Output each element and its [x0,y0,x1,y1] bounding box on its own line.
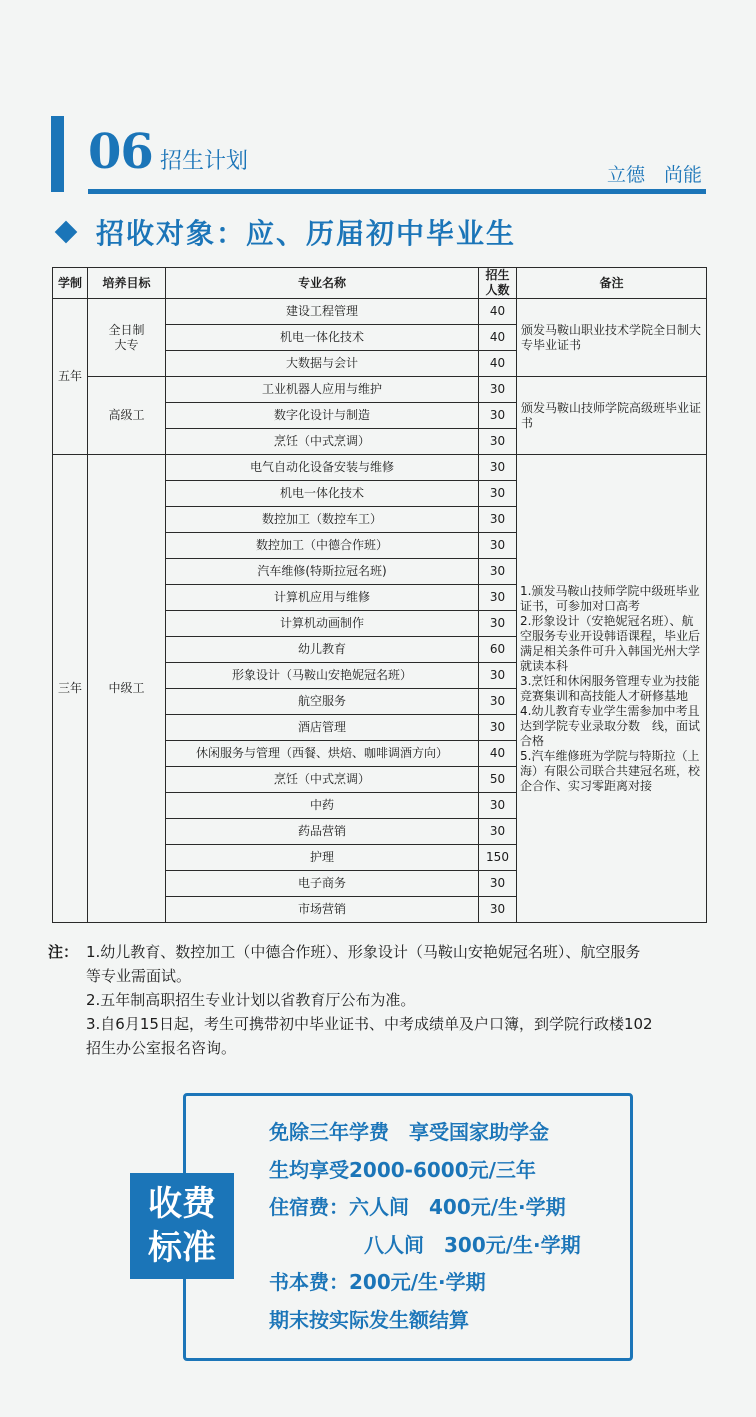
goal-cell: 全日制 大专 [88,299,166,377]
count-cell: 30 [479,559,517,585]
fee-line: 住宿费：六人间 400元/生·学期 [269,1195,566,1220]
major-cell: 汽车维修(特斯拉冠名班) [166,559,479,585]
note-line: 3.自6月15日起，考生可携带初中毕业证书、中考成绩单及户口簿，到学院行政楼102 [86,1015,653,1033]
fee-line: 生均享受2000-6000元/三年 [269,1157,536,1182]
major-cell: 护理 [166,845,479,871]
header-duration: 学制 [53,268,88,299]
count-cell: 30 [479,871,517,897]
major-cell: 建设工程管理 [166,299,479,325]
header-remark: 备注 [517,268,707,299]
header-major: 专业名称 [166,268,479,299]
count-cell: 40 [479,299,517,325]
count-cell: 30 [479,793,517,819]
table-row [53,299,707,325]
major-cell: 数控加工（中德合作班） [166,533,479,559]
school-motto: 立德 尚能 [606,164,702,186]
remark-cell: 颁发马鞍山职业技术学院全日制大专毕业证书 [517,299,707,377]
fee-line: 期末按实际发生额结算 [269,1307,469,1332]
count-cell: 30 [479,481,517,507]
diamond-bullet-icon [55,221,78,244]
notes-label: 注： [48,943,79,961]
count-cell: 30 [479,819,517,845]
major-cell: 形象设计（马鞍山安艳妮冠名班） [166,663,479,689]
major-cell: 机电一体化技术 [166,325,479,351]
table-row [53,377,707,403]
major-cell: 中药 [166,793,479,819]
major-cell: 计算机应用与维修 [166,585,479,611]
remark-cell [517,455,707,923]
major-cell: 休闲服务与管理（西餐、烘焙、咖啡调酒方向） [166,741,479,767]
fee-line: 免除三年学费 享受国家助学金 [269,1120,549,1144]
remark-line: 2.形象设计（安艳妮冠名班）、航空服务专业开设韩语课程，毕业后满足相关条件可升入韩国光州大学就读本科 [520,613,701,673]
major-cell: 数控加工（数控车工） [166,507,479,533]
count-cell: 40 [479,351,517,377]
duration-cell: 五年 [53,299,88,455]
major-cell: 电子商务 [166,871,479,897]
fee-line: 八人间 300元/生·学期 [364,1232,581,1257]
header-goal: 培养目标 [88,268,166,299]
major-cell: 烹饪（中式烹调） [166,767,479,793]
fee-line: 书本费：200元/生·学期 [269,1270,486,1295]
major-cell: 电气自动化设备安装与维修 [166,455,479,481]
enrollment-target [54,212,516,252]
major-cell: 工业机器人应用与维护 [166,377,479,403]
count-cell: 30 [479,533,517,559]
note-line: 招生办公室报名咨询。 [86,1039,237,1057]
table-row [53,455,707,481]
page-header [0,0,756,200]
fee-standard-badge [130,1173,234,1279]
table-header-row [53,268,707,299]
count-cell: 30 [479,403,517,429]
count-cell: 50 [479,767,517,793]
fee-details [269,1114,619,1340]
remark-line: 5.汽车维修班为学院与特斯拉（上海）有限公司联合共建冠名班，校企合作、实习零距离对接 [520,748,701,793]
count-cell: 30 [479,715,517,741]
count-cell: 30 [479,663,517,689]
note-line: 2.五年制高职招生专业计划以省教育厅公布为准。 [86,991,416,1009]
enrollment-target-text: 招收对象：应、历届初中毕业生 [96,217,517,250]
major-cell: 酒店管理 [166,715,479,741]
note-line: 1.幼儿教育、数控加工（中德合作班）、形象设计（马鞍山安艳妮冠名班）、航空服务 [86,943,641,961]
goal-cell: 高级工 [88,377,166,455]
count-cell: 30 [479,689,517,715]
fee-badge-line: 收费 [148,1184,216,1224]
count-cell: 30 [479,455,517,481]
major-cell: 航空服务 [166,689,479,715]
major-cell: 大数据与会计 [166,351,479,377]
count-cell: 30 [479,611,517,637]
fee-badge-line: 标准 [148,1228,216,1268]
goal-cell: 中级工 [88,455,166,923]
count-cell: 60 [479,637,517,663]
major-cell: 机电一体化技术 [166,481,479,507]
major-cell: 数字化设计与制造 [166,403,479,429]
count-cell: 30 [479,429,517,455]
notes-section [48,940,708,1060]
count-cell: 40 [479,741,517,767]
count-cell: 30 [479,897,517,923]
header-rule [88,189,706,194]
header-count: 招生 人数 [479,268,517,299]
remark-line: 3.烹饪和休闲服务管理专业为技能竞赛集训和高技能人才研修基地 [520,673,700,703]
count-cell: 40 [479,325,517,351]
major-cell: 幼儿教育 [166,637,479,663]
count-cell: 30 [479,507,517,533]
note-line: 等专业需面试。 [86,967,192,985]
section-number: 06 [88,124,153,180]
remark-line: 1.颁发马鞍山技师学院中级班毕业证书，可参加对口高考 [520,583,700,613]
major-cell: 烹饪（中式烹调） [166,429,479,455]
remark-line: 4.幼儿教育专业学生需参加中考且达到学院专业录取分数 线，面试合格 [520,703,701,748]
major-cell: 市场营销 [166,897,479,923]
count-cell: 30 [479,377,517,403]
major-cell: 药品营销 [166,819,479,845]
header-accent-bar [51,116,64,192]
count-cell: 30 [479,585,517,611]
enrollment-plan-table [52,267,707,923]
major-cell: 计算机动画制作 [166,611,479,637]
count-cell: 150 [479,845,517,871]
remark-cell: 颁发马鞍山技师学院高级班毕业证书 [517,377,707,455]
section-title: 招生计划 [160,149,249,174]
duration-cell: 三年 [53,455,88,923]
